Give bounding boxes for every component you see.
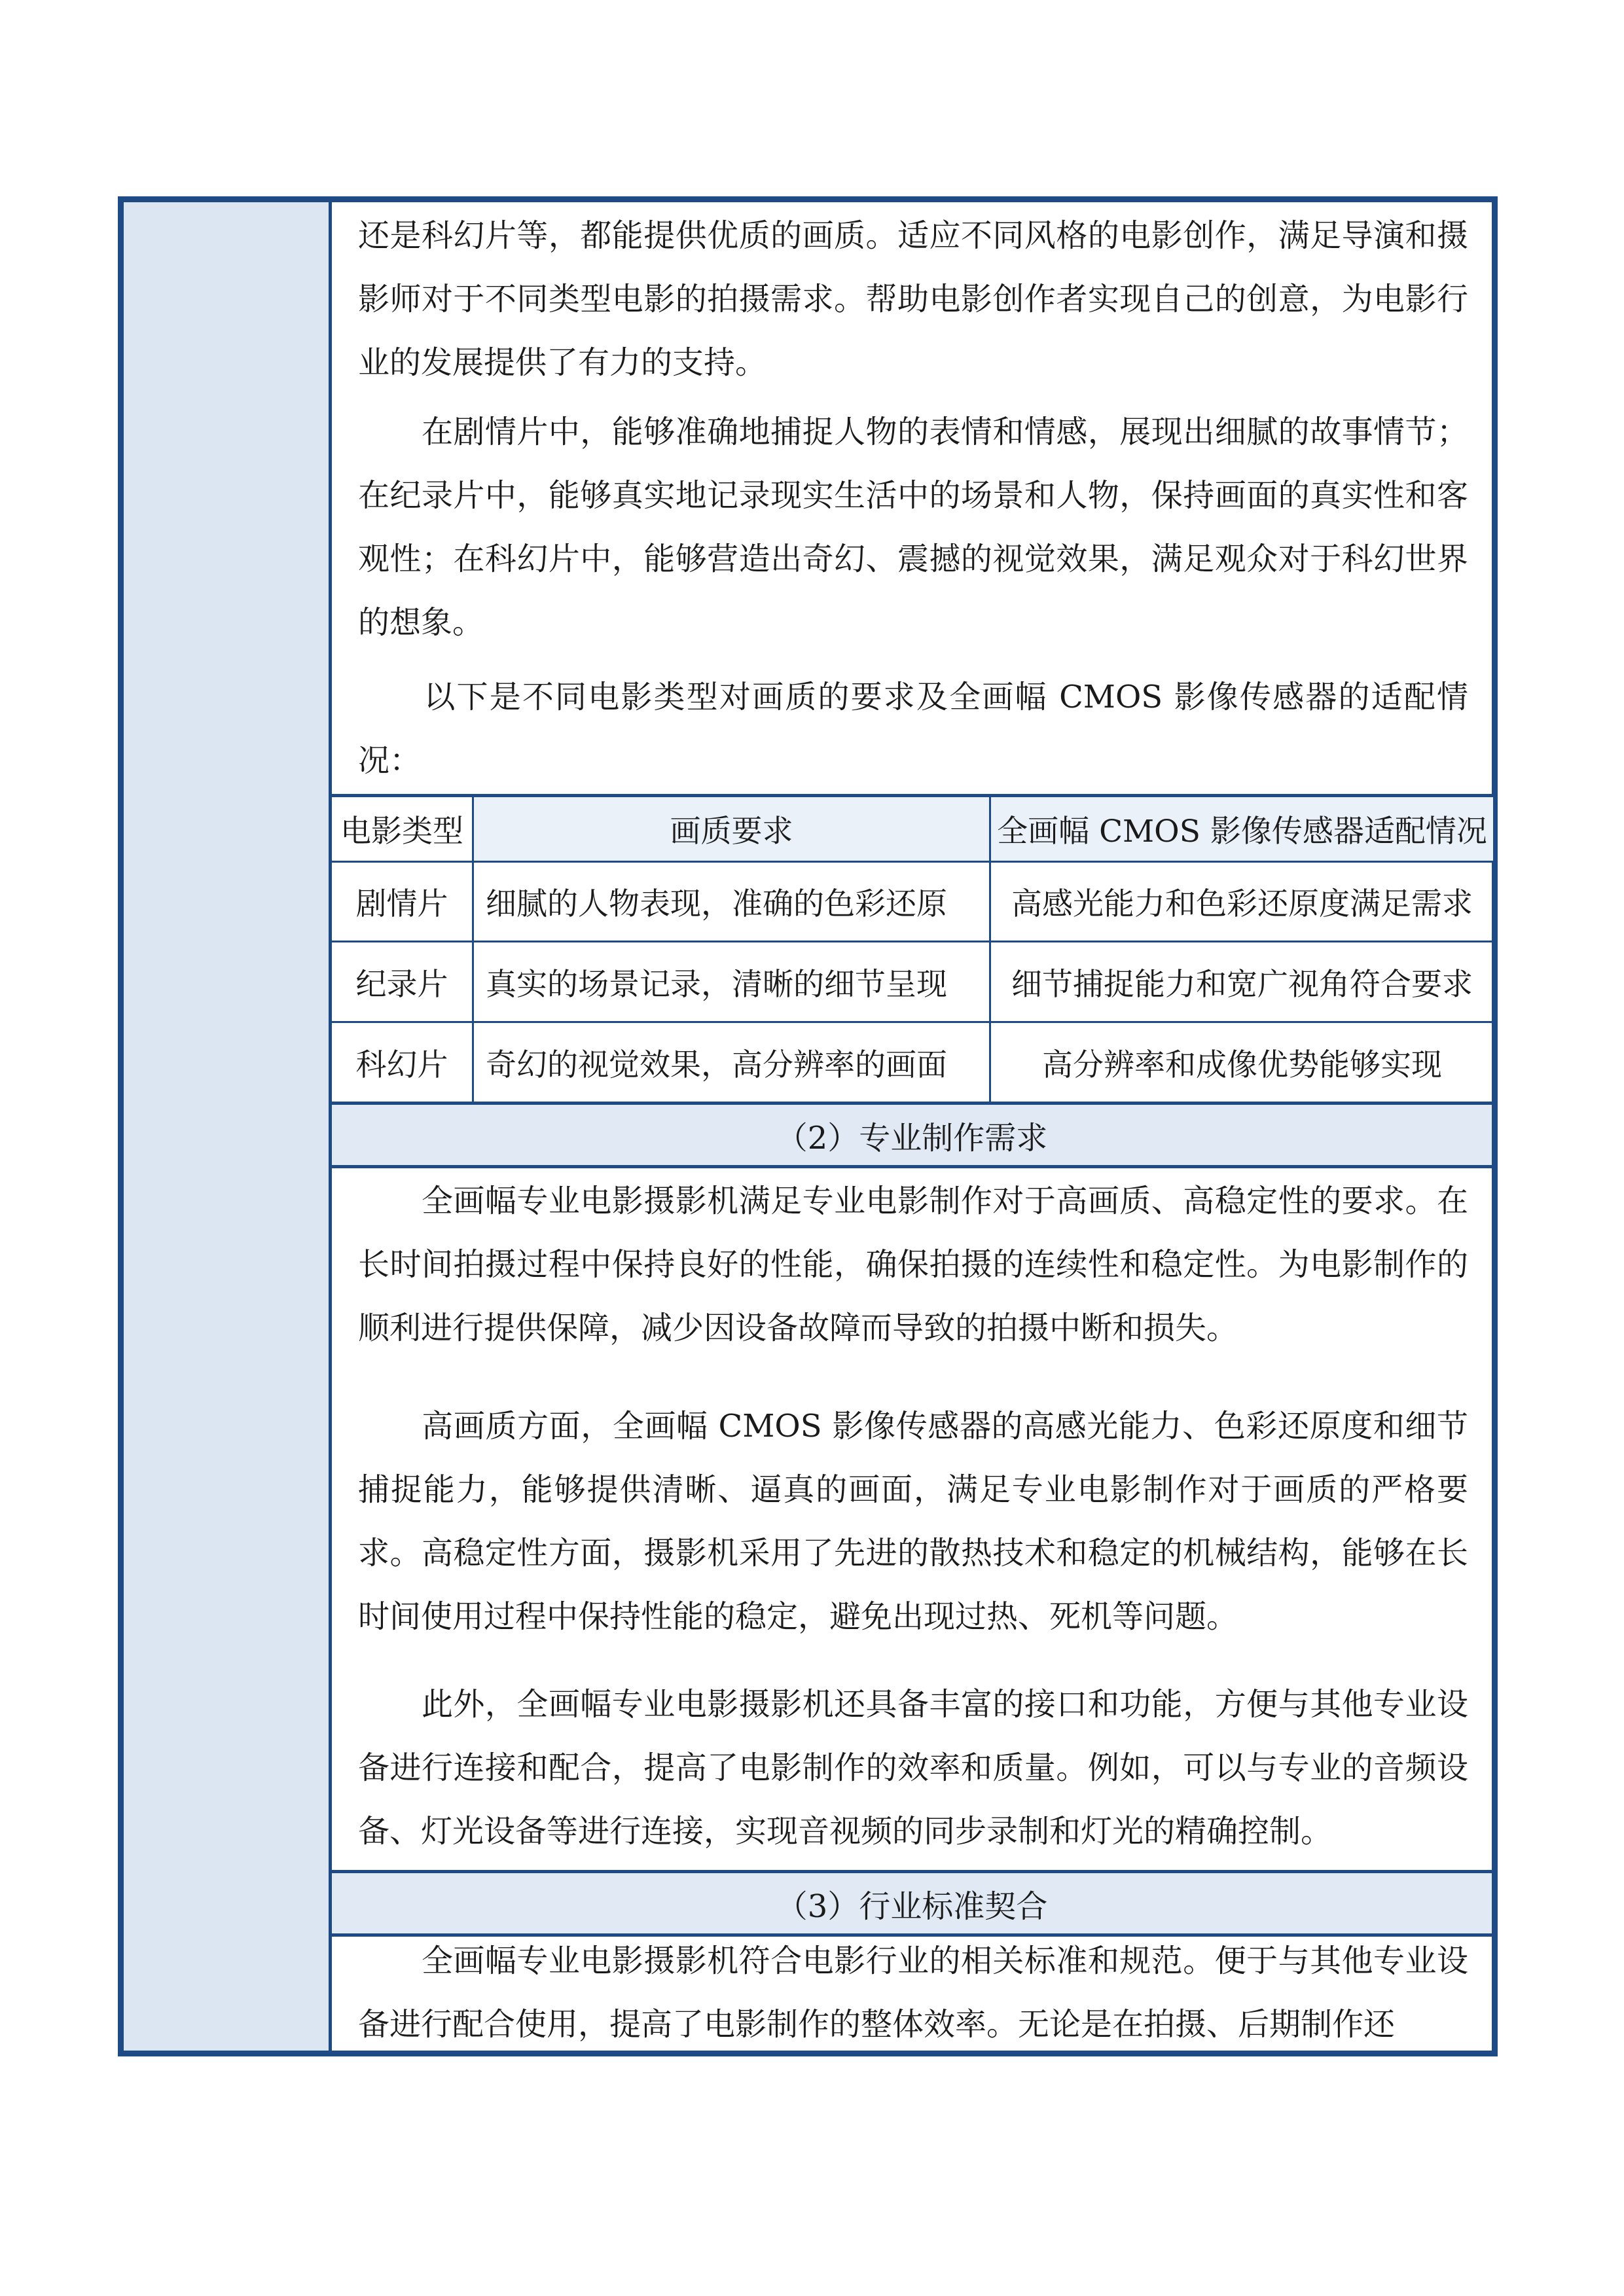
table-cell-type: 科幻片 (355, 1047, 448, 1083)
section-2-paragraph-3: 此外，全画幅专业电影摄影机还具备丰富的接口和功能，方便与其他专业设备进行连接和配合，提高了电影制作的效率和质量。例如，可以与专业的音频设备、灯光设备等进行连接，实现音视频的同步录制和灯光的精确控制。 (358, 1686, 1468, 1850)
table-cell-type: 剧情片 (355, 886, 448, 922)
table-header-quality: 画质要求 (670, 814, 793, 850)
content-column (332, 202, 1492, 2051)
table-cell-fit: 高分辨率和成像优势能够实现 (1042, 1047, 1442, 1083)
paragraph-intro-2: 在剧情片中，能够准确地捕捉人物的表情和情感，展现出细腻的故事情节；在纪录片中，能够真实地记录现实生活中的场景和人物，保持画面的真实性和客观性；在科幻片中，能够营造出奇幻、震撼的视觉效果，满足观众对于科幻世界的想象。 (358, 414, 1468, 641)
table-cell-quality: 奇幻的视觉效果，高分辨率的画面 (486, 1047, 947, 1083)
table-cell-quality: 真实的场景记录，清晰的细节呈现 (486, 966, 947, 1003)
table-cell-type: 纪录片 (355, 966, 448, 1003)
table-cell-fit: 高感光能力和色彩还原度满足需求 (1011, 886, 1473, 922)
section-3-heading: （3）行业标准契合 (332, 1873, 1492, 1933)
section-2-paragraph-2: 高画质方面，全画幅 CMOS 影像传感器的高感光能力、色彩还原度和细节捕捉能力，能够提供清晰、逼真的画面，满足专业电影制作对于画质的严格要求。高稳定性方面，摄影机采用了先进的散热技术和稳定的机械结构，能够在长时间使用过程中保持性能的稳定，避免出现过热、死机等问题。 (358, 1408, 1468, 1635)
document-frame (118, 196, 1498, 2056)
left-label-column (124, 202, 332, 2051)
paragraph-intro-3: 以下是不同电影类型对画质的要求及全画幅 CMOS 影像传感器的适配情况： (358, 679, 1468, 779)
table-cell-quality: 细腻的人物表现，准确的色彩还原 (486, 886, 947, 922)
table-header-fit: 全画幅 CMOS 影像传感器适配情况 (997, 814, 1487, 850)
paragraph-intro-1: 还是科幻片等，都能提供优质的画质。适应不同风格的电影创作，满足导演和摄影师对于不同类型电影的拍摄需求。帮助电影创作者实现自己的创意，为电影行业的发展提供了有力的支持。 (358, 217, 1468, 381)
table-header-type: 电影类型 (340, 814, 463, 850)
section-2-heading: （2）专业制作需求 (332, 1105, 1492, 1165)
section-3-paragraph-1: 全画幅专业电影摄影机符合电影行业的相关标准和规范。便于与其他专业设备进行配合使用，提高了电影制作的整体效率。无论是在拍摄、后期制作还 (358, 1943, 1468, 2043)
table-cell-fit: 细节捕捉能力和宽广视角符合要求 (1011, 966, 1473, 1003)
section-divider (332, 1165, 1492, 1168)
section-2-paragraph-1: 全画幅专业电影摄影机满足专业电影制作对于高画质、高稳定性的要求。在长时间拍摄过程中保持良好的性能，确保拍摄的连续性和稳定性。为电影制作的顺利进行提供保障，减少因设备故障而导致的拍摄中断和损失。 (358, 1183, 1468, 1346)
